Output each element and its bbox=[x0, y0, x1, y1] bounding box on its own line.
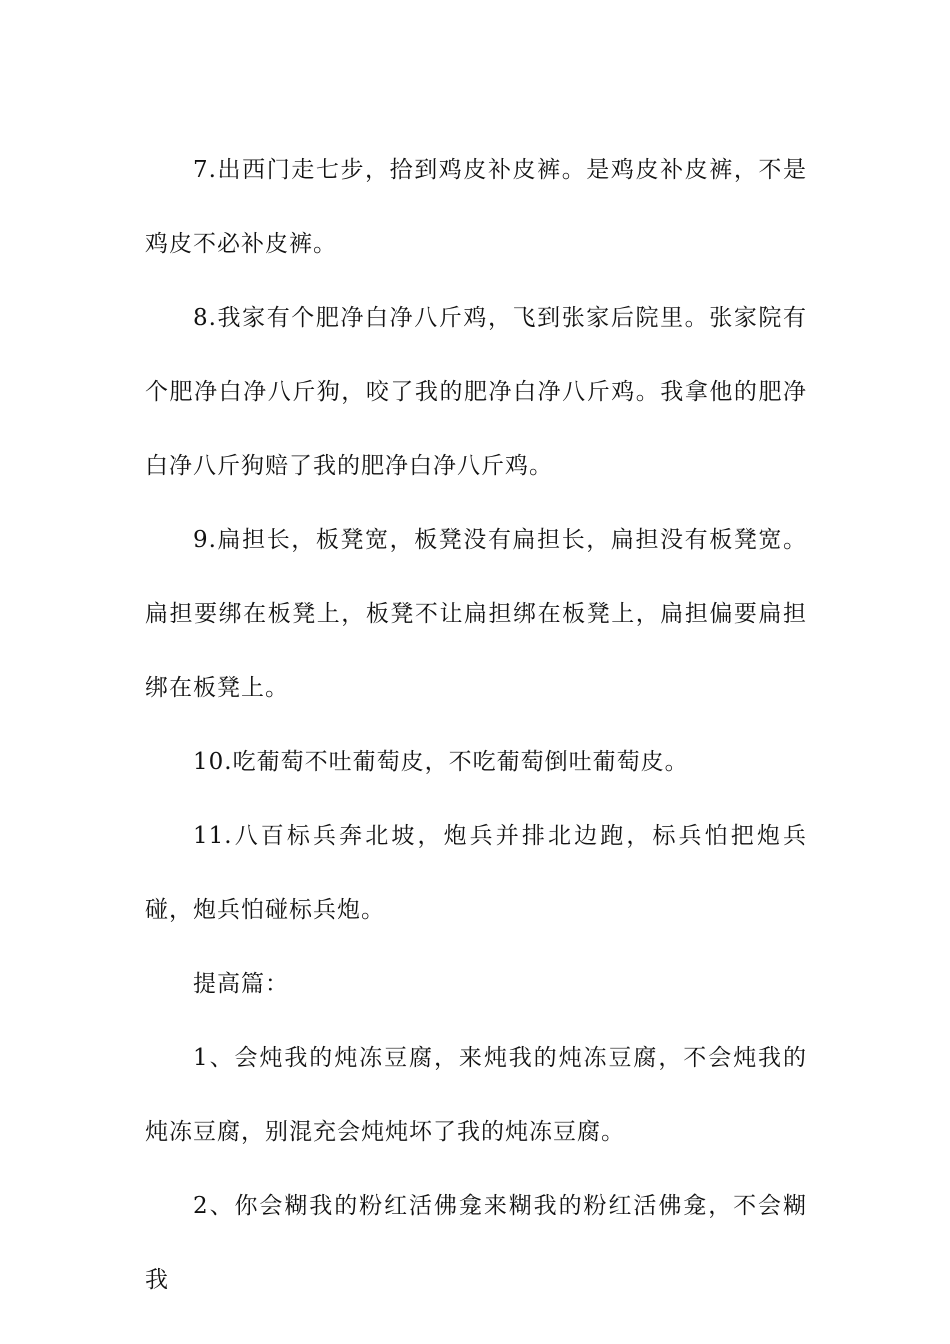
paragraph-9: 9.扁担长，板凳宽，板凳没有扁担长，扁担没有板凳宽。扁担要绑在板凳上，板凳不让扁担绑在板凳上，扁担偏要扁担绑在板凳上。 bbox=[145, 527, 807, 701]
advanced-paragraph-1: 1、会炖我的炖冻豆腐，来炖我的炖冻豆腐，不会炖我的炖冻豆腐，别混充会炖炖坏了我的炖冻豆腐。 bbox=[145, 1045, 807, 1145]
paragraph-8: 8.我家有个肥净白净八斤鸡，飞到张家后院里。张家院有个肥净白净八斤狗，咬了我的肥净白净八斤鸡。我拿他的肥净白净八斤狗赔了我的肥净白净八斤鸡。 bbox=[145, 305, 807, 479]
advanced-paragraph-2: 2、你会糊我的粉红活佛龛来糊我的粉红活佛龛，不会糊我 bbox=[145, 1193, 807, 1293]
paragraph-7: 7.出西门走七步，拾到鸡皮补皮裤。是鸡皮补皮裤，不是鸡皮不必补皮裤。 bbox=[145, 157, 807, 257]
paragraph-10: 10.吃葡萄不吐葡萄皮，不吃葡萄倒吐葡萄皮。 bbox=[193, 749, 689, 775]
paragraph-11: 11.八百标兵奔北坡，炮兵并排北边跑，标兵怕把炮兵碰，炮兵怕碰标兵炮。 bbox=[145, 823, 807, 923]
document-body bbox=[145, 133, 807, 1317]
section-heading: 提高篇： bbox=[193, 971, 289, 997]
